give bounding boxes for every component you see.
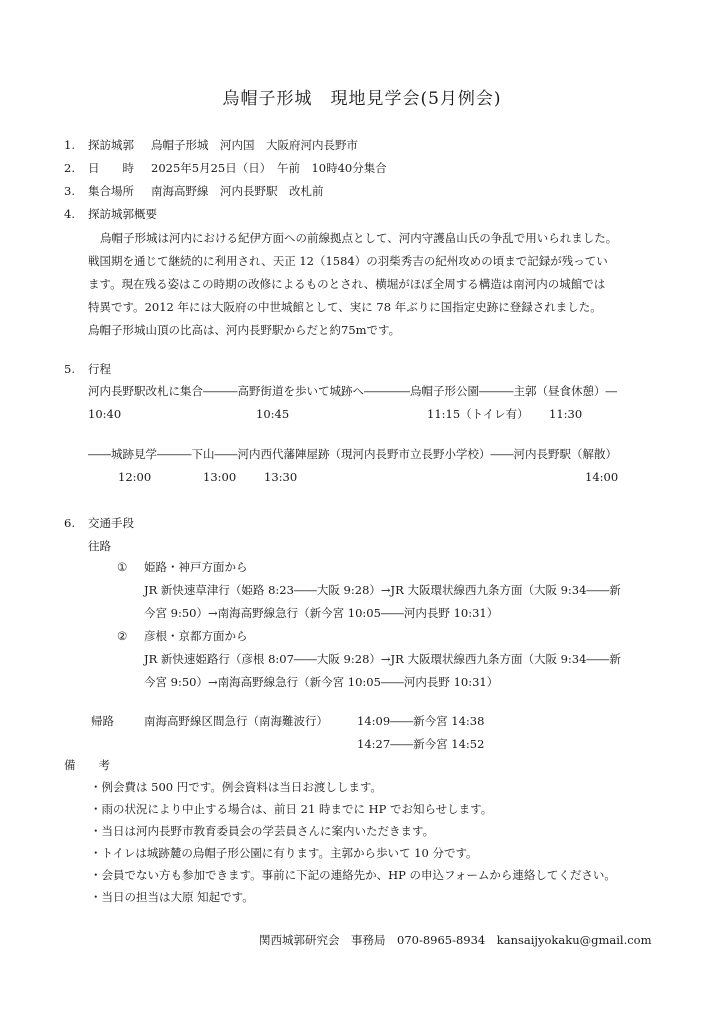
item-value-meeting-place: 南海高野線 河内長野駅 改札前	[151, 184, 324, 198]
schedule-time: 10:45	[256, 407, 290, 421]
page-title: 烏帽子形城 現地見学会(5月例会)	[222, 89, 502, 109]
notes-label: 備 考	[64, 758, 110, 772]
schedule-time: 11:30	[549, 407, 583, 421]
overview-line: 戦国期を通じて継続的に利用され、天正 12（1584）の羽柴秀吉の紀州攻めの頃まで記録が残ってい	[88, 254, 608, 268]
schedule-route-row: 河内長野駅改札に集合―――高野街道を歩いて城跡へ――――烏帽子形公園―――主郭（昼食休憩）―	[88, 384, 617, 398]
schedule-time: 11:15（トイレ有）	[427, 407, 529, 421]
route-origin: 彦根・京都方面から	[144, 629, 248, 643]
schedule-time: 13:00	[203, 470, 237, 484]
return-time: 14:27――新今宮 14:52	[357, 737, 485, 751]
item-number: 3.	[64, 184, 75, 198]
note-item: ・当日の担当は大原 知起です。	[90, 890, 254, 904]
schedule-time: 14:00	[585, 470, 619, 484]
schedule-time: 12:00	[118, 470, 152, 484]
route-marker: ②	[117, 629, 128, 643]
outbound-label: 往路	[88, 539, 111, 553]
schedule-time: 10:40	[88, 407, 122, 421]
note-item: ・トイレは城跡麓の烏帽子形公園に有ります。主郭から歩いて 10 分です。	[90, 846, 478, 860]
item-value-castle: 烏帽子形城 河内国 大阪府河内長野市	[151, 138, 358, 152]
item-value-datetime: 2025年5月25日（日） 午前 10時40分集合	[151, 161, 387, 175]
item-number: 1.	[64, 138, 75, 152]
item-number: 6.	[64, 516, 75, 530]
note-item: ・会員でない方も参加できます。事前に下記の連絡先か、HP の申込フォームから連絡してください。	[90, 868, 616, 882]
overview-line: 烏帽子形城は河内における紀伊方面への前線拠点として、河内守護畠山氏の争乱で用いられました。	[100, 231, 618, 245]
route-detail: 今宮 9:50）→南海高野線急行（新今宮 10:05――河内長野 10:31）	[144, 606, 499, 620]
item-label-datetime: 日 時	[88, 161, 134, 175]
schedule-label: 行程	[88, 362, 111, 376]
route-detail: 今宮 9:50）→南海高野線急行（新今宮 10:05――河内長野 10:31）	[144, 675, 499, 689]
overview-line: 特異です。2012 年には大阪府の中世城館として、実に 78 年ぶりに国指定史跡に登録されました。	[88, 300, 602, 314]
item-number: 2.	[64, 161, 75, 175]
route-detail: JR 新快速草津行（姫路 8:23――大阪 9:28）→JR 大阪環状線西九条方面（大阪 9:34――新	[144, 583, 621, 597]
item-label-meeting-place: 集合場所	[88, 184, 134, 198]
contact-footer: 関西城郭研究会 事務局 070-8965-8934 kansaijyokaku@gmail.com	[259, 933, 652, 947]
route-origin: 姫路・神戸方面から	[144, 560, 248, 574]
item-number: 5.	[64, 362, 75, 376]
item-number: 4.	[64, 207, 75, 221]
overview-line: ます。現在残る姿はこの時期の改修によるものとされ、横堀がほぼ全周する構造は南河内の城館では	[88, 277, 606, 291]
schedule-route-row: ――城跡見学―――下山――河内西代藩陣屋跡（現河内長野市立長野小学校）――河内長野駅（解散）	[88, 447, 617, 461]
item-label-overview: 探訪城郭概要	[88, 207, 157, 221]
transport-label: 交通手段	[88, 516, 134, 530]
route-detail: JR 新快速姫路行（彦根 8:07――大阪 9:28）→JR 大阪環状線西九条方面（大阪 9:34――新	[144, 652, 621, 666]
note-item: ・雨の状況により中止する場合は、前日 21 時までに HP でお知らせします。	[90, 802, 493, 816]
schedule-time: 13:30	[264, 470, 298, 484]
item-label-castle: 探訪城郭	[88, 138, 134, 152]
overview-line: 烏帽子形城山頂の比高は、河内長野駅からだと約75mです。	[88, 323, 401, 337]
note-item: ・例会費は 500 円です。例会資料は当日お渡しします。	[90, 780, 382, 794]
note-item: ・当日は河内長野市教育委員会の学芸員さんに案内いただきます。	[90, 824, 435, 838]
route-marker: ①	[117, 560, 128, 574]
return-time: 14:09――新今宮 14:38	[357, 714, 485, 728]
return-label: 帰路	[91, 714, 114, 728]
return-train: 南海高野線区間急行（南海難波行）	[144, 714, 328, 728]
